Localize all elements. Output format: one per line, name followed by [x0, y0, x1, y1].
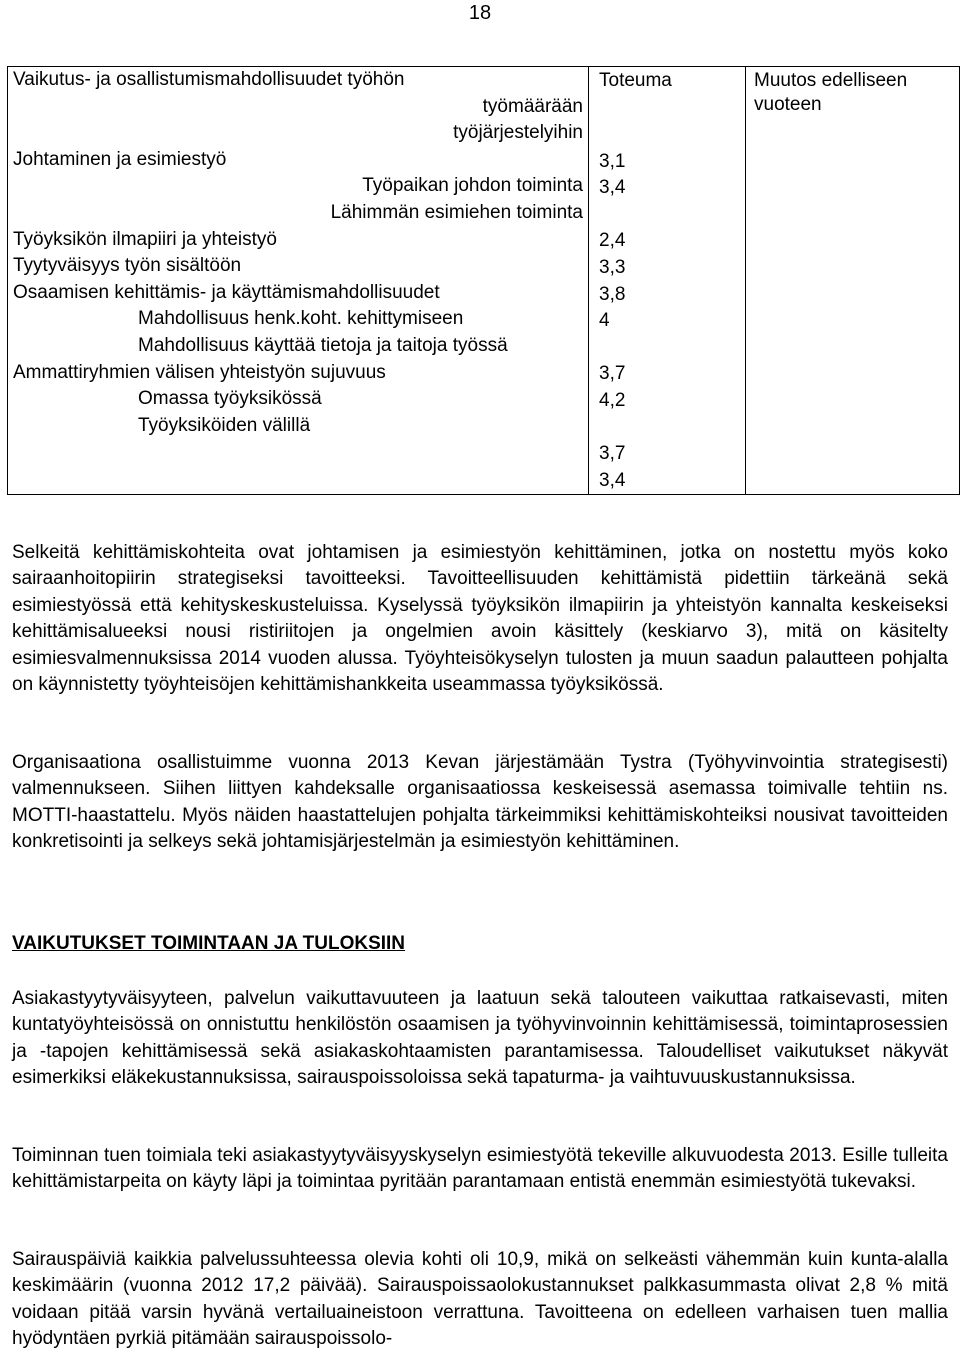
row-label: Mahdollisuus käyttää tietoja ja taitoja työssä: [138, 334, 508, 356]
paragraph-text: Sairauspäiviä kaikkia palvelussuhteessa olevia kohti oli 10,9, mikä on selkeästi vähemmän kuin kunta-alalla keskimäärin (vuonna 2012 17,2 päivää). Sairauspoissaolokustannukset palkkasummasta olivat 2,8 % mitä voidaan pitää varsin hyvänä vertailuaineistoon verrattuna. Tavoitteena on edelleen varhaisen tuen mallia hyödyntäen pyrkiä pitämään sairauspoissolo-: [12, 1249, 948, 1350]
totals-column: [589, 67, 746, 495]
page-number: 18: [468, 2, 492, 24]
row-label: Tyytyväisyys työn sisältöön: [13, 255, 242, 277]
row-value: 4,2: [599, 389, 626, 411]
row-value: [599, 202, 745, 229]
paragraph-effects: [12, 986, 948, 1092]
change-header: Muutos edelliseen vuoteen: [754, 70, 908, 115]
row-label: Osaamisen kehittämis- ja käyttämismahdollisuudet: [13, 281, 440, 303]
paragraph-tystra: [12, 750, 948, 856]
row-label: Omassa työyksikössä: [138, 388, 322, 410]
row-label: Työpaikan johdon toiminta: [362, 175, 583, 197]
row-value: [599, 415, 745, 442]
row-value: [599, 335, 745, 362]
section-heading: VAIKUTUKSET TOIMINTAAN JA TULOKSIIN: [12, 933, 406, 954]
paragraph-development-targets: [12, 540, 948, 698]
row-value: 3,8: [599, 283, 626, 305]
row-label: Lähimmän esimiehen toiminta: [330, 201, 583, 223]
change-column: [746, 67, 960, 495]
row-value: 3,4: [599, 177, 626, 199]
row-label: työjärjestelyihin: [453, 122, 583, 144]
row-value: 3,4: [599, 469, 626, 491]
row-value: 3,3: [599, 256, 626, 278]
row-value: 3,7: [599, 363, 626, 385]
row-value: 4: [599, 310, 610, 332]
paragraph-sick-days: [12, 1247, 948, 1353]
row-value: 2,4: [599, 230, 626, 252]
row-label: Vaikutus- ja osallistumismahdollisuudet työhön: [13, 69, 405, 90]
row-label: Johtaminen ja esimiestyö: [13, 148, 227, 170]
row-value: 3,7: [599, 443, 626, 465]
row-label: Ammattiryhmien välisen yhteistyön sujuvuus: [13, 361, 386, 383]
totals-header: Toteuma: [599, 70, 672, 91]
label-column: [8, 67, 589, 495]
paragraph-customer-survey: [12, 1143, 948, 1196]
row-value: 3,1: [599, 150, 626, 172]
row-label: työmäärään: [482, 95, 583, 117]
row-label: Mahdollisuus henk.koht. kehittymiseen: [138, 308, 464, 330]
row-value: [599, 122, 745, 149]
survey-results-table: [7, 66, 960, 495]
paragraph-text: Selkeitä kehittämiskohteita ovat johtamisen ja esimiestyön kehittäminen, jotka on nostettu myös koko sairaanhoitopiirin strategiseksi tavoitteeksi. Tavoitteellisuuden kehittämistä pidettiin tärkeänä sekä esimiestyössä että kehityskeskusteluissa. Kyselyssä työyksikön ilmapiirin ja yhteistyön kannalta keskeiseksi kehittämisalueeksi nousi ristiriitojen ja ongelmien avoin käsittely (keskiarvo 3), mitä on käsitelty esimiesvalmennuksissa 2014 vuoden alussa. Työyhteisökyselyn tulosten ja muun saadun palautteen pohjalta on käynnistetty työyhteisöjen kehittämishankkeita useammassa työyksikössä.: [12, 542, 948, 696]
paragraph-text: Organisaationa osallistuimme vuonna 2013 Kevan järjestämään Tystra (Työhyvinvointia strategisesti) valmennukseen. Siihen liittyen kahdeksalle organisaatiossa keskeisessä asemassa toimivalle tehtiin ns. MOTTI-haastattelu. Myös näiden haastattelujen pohjalta tärkeimmiksi kehittämiskohteiksi nousivat tavoitteiden konkretisointi ja selkeys sekä johtamisjärjestelmän ja esimiestyön kehittäminen.: [12, 752, 948, 853]
paragraph-text: Toiminnan tuen toimiala teki asiakastyytyväisyyskyselyn esimiestyötä tekeville alkuvuodesta 2013. Esille tulleita kehittämistarpeita on käyty läpi ja toimintaa pyritään parantamaan entistä enemmän esimiestyötä tukevaksi.: [12, 1145, 948, 1193]
row-label: Työyksikön ilmapiiri ja yhteistyö: [13, 228, 277, 250]
row-label: Työyksiköiden välillä: [138, 414, 311, 436]
paragraph-text: Asiakastyytyväisyyteen, palvelun vaikuttavuuteen ja laatuun sekä talouteen vaikuttaa ratkaisevasti, miten kuntatyöyhteisössä on onnistuttu henkilöstön osaamisen ja työhyvinvoinnin kehittämisessä, toimintaprosessien ja -tapojen kehittämisessä sekä asiakaskohtaamisten parantamisessa. Taloudelliset vaikutukset näkyvät esimerkiksi eläkekustannuksissa, sairauspoissoloissa sekä tapaturma- ja vaihtuvuuskustannuksissa.: [12, 988, 948, 1089]
